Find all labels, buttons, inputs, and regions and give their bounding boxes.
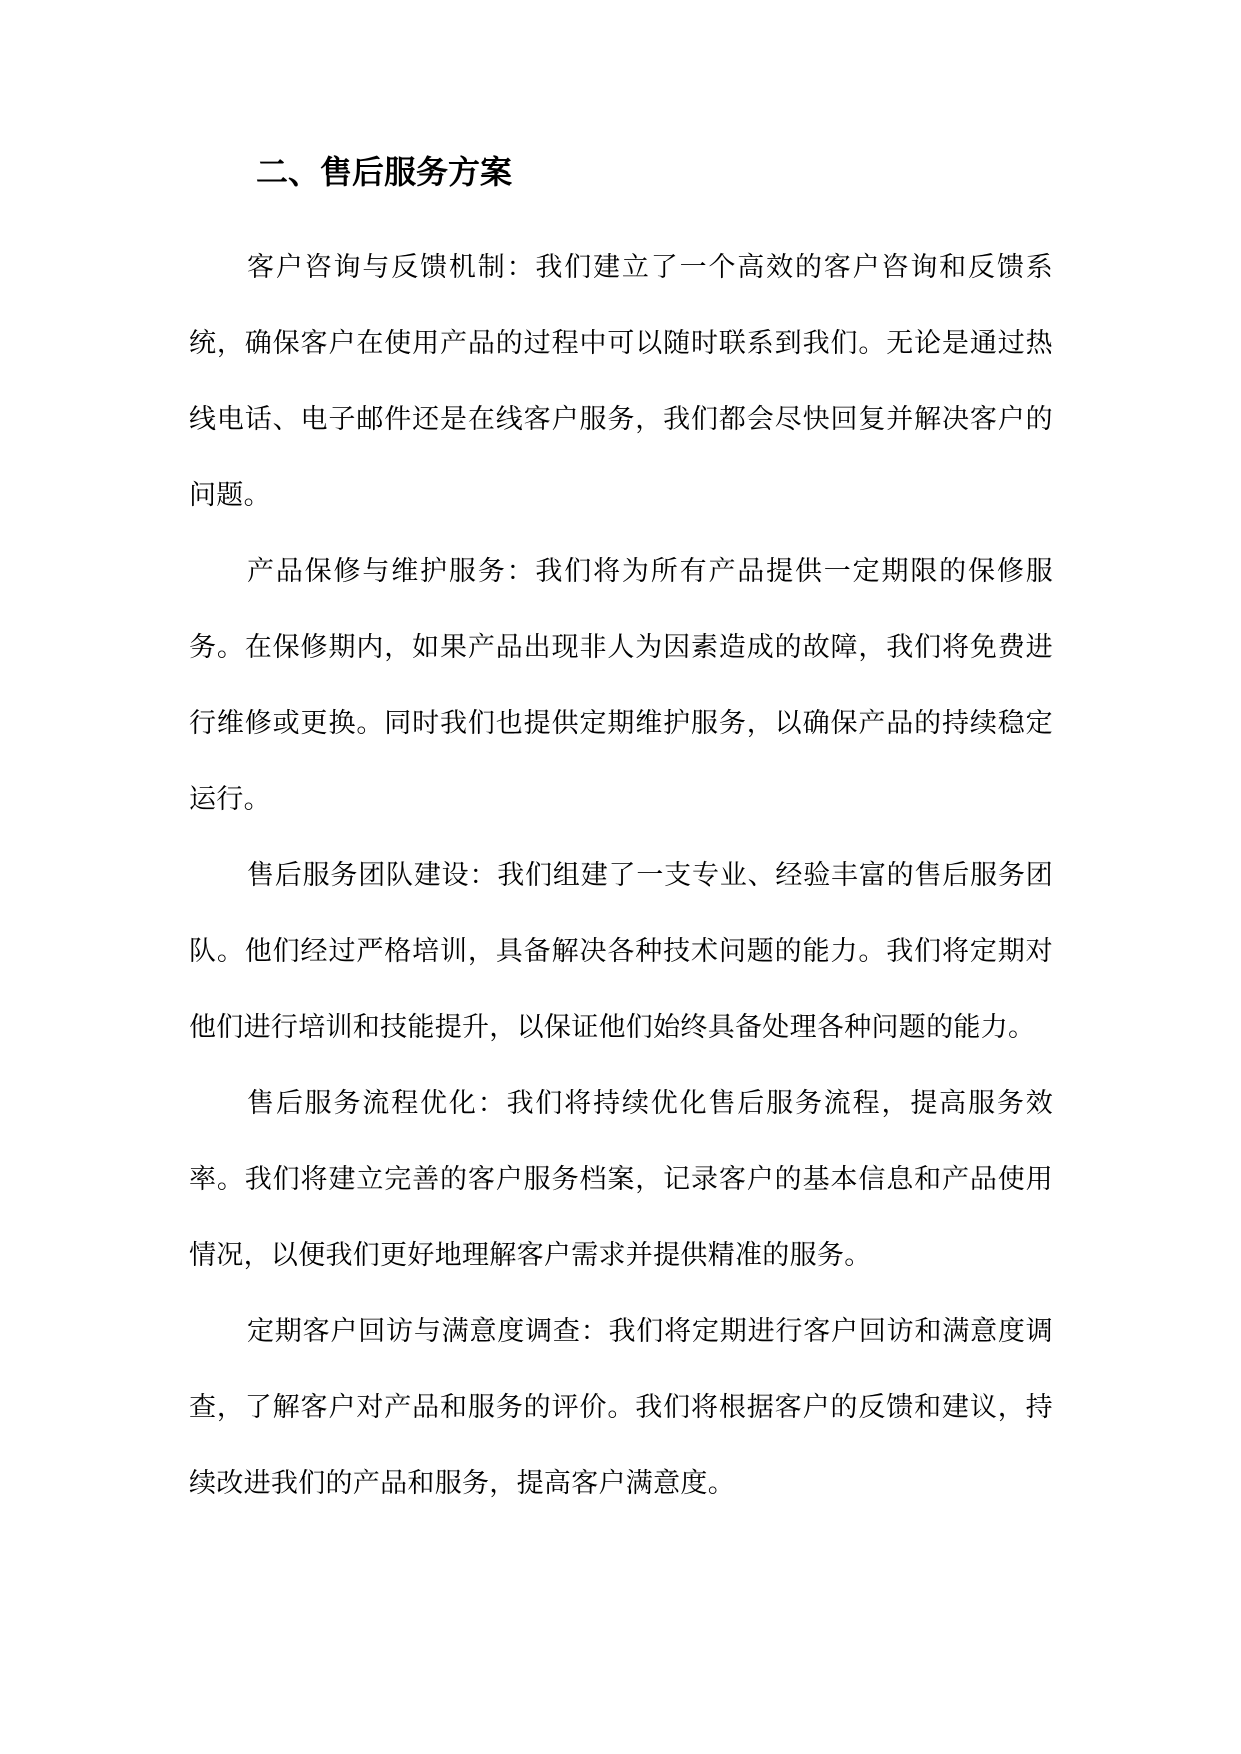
paragraph-service-team: 售后服务团队建设：我们组建了一支专业、经验丰富的售后服务团队。他们经过严格培训，具备解决各种技术问题的能力。我们将定期对他们进行培训和技能提升，以保证他们始终具备处理各种问题的能力。 bbox=[189, 860, 1053, 1043]
paragraph-customer-feedback: 客户咨询与反馈机制：我们建立了一个高效的客户咨询和反馈系统，确保客户在使用产品的过程中可以随时联系到我们。无论是通过热线电话、电子邮件还是在线客户服务，我们都会尽快回复并解决客户的问题。 bbox=[189, 252, 1053, 511]
paragraph-warranty-maintenance: 产品保修与维护服务：我们将为所有产品提供一定期限的保修服务。在保修期内，如果产品出现非人为因素造成的故障，我们将免费进行维修或更换。同时我们也提供定期维护服务，以确保产品的持续稳定运行。 bbox=[189, 556, 1053, 815]
document-body bbox=[189, 230, 1053, 1522]
section-heading: 二、售后服务方案 bbox=[256, 153, 513, 191]
paragraph-customer-survey: 定期客户回访与满意度调查：我们将定期进行客户回访和满意度调查，了解客户对产品和服务的评价。我们将根据客户的反馈和建议，持续改进我们的产品和服务，提高客户满意度。 bbox=[189, 1316, 1053, 1499]
paragraph-process-optimization: 售后服务流程优化：我们将持续优化售后服务流程，提高服务效率。我们将建立完善的客户服务档案，记录客户的基本信息和产品使用情况，以便我们更好地理解客户需求并提供精准的服务。 bbox=[189, 1088, 1053, 1271]
